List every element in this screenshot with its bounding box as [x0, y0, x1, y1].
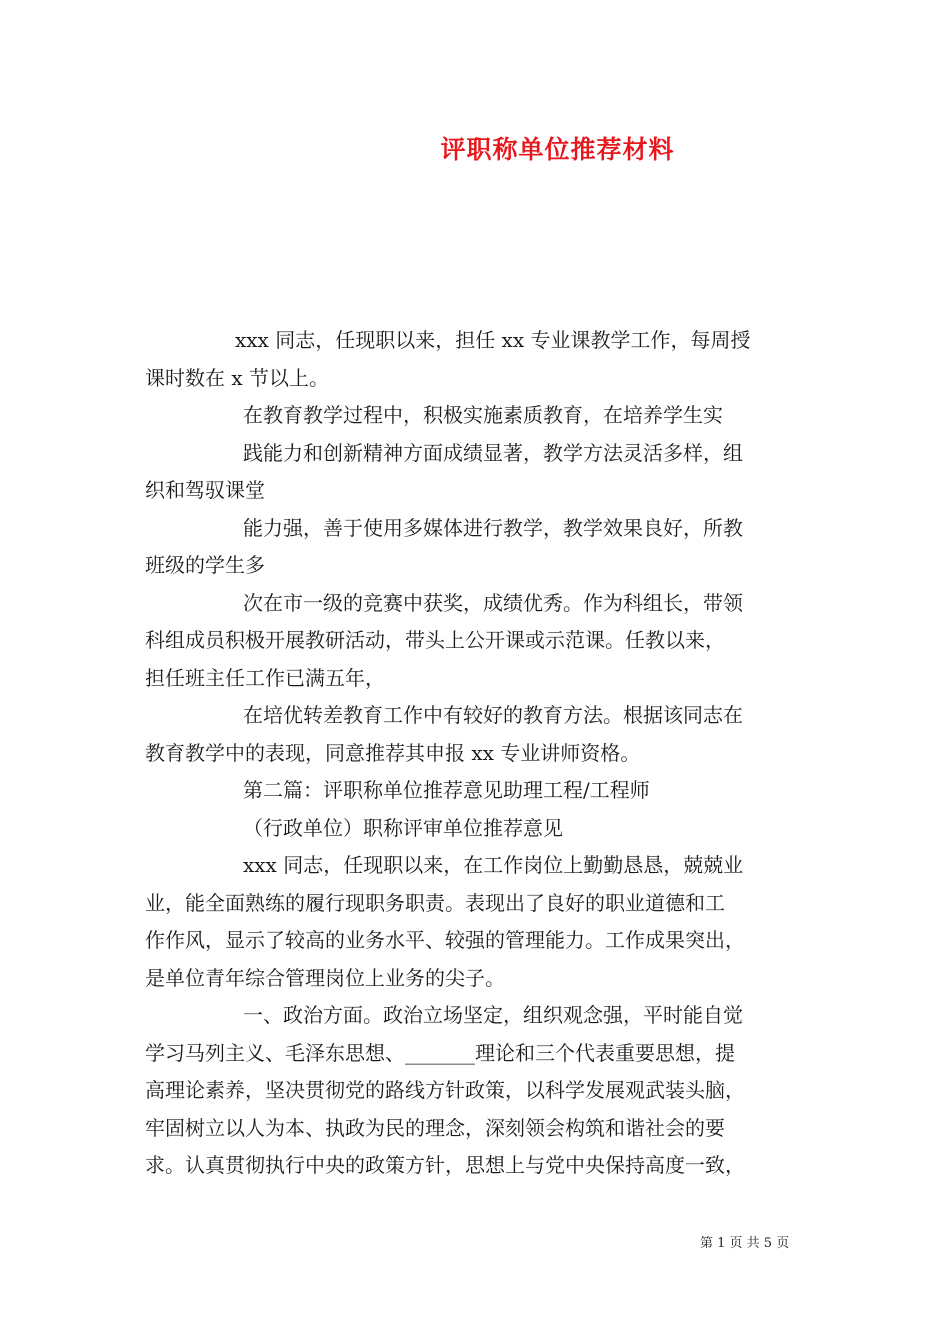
paragraph-line: 在培优转差教育工作中有较好的教育方法。根据该同志在: [243, 703, 743, 727]
section-heading: 第二篇：评职称单位推荐意见助理工程/工程师: [243, 778, 650, 802]
paragraph-line: 课时数在 x 节以上。: [145, 365, 329, 390]
document-title: 评职称单位推荐材料: [440, 135, 675, 164]
document-body: [145, 322, 825, 1185]
paragraph-line: 是单位青年综合管理岗位上业务的尖子。: [145, 965, 505, 990]
section-subheading: （行政单位）职称评审单位推荐意见: [243, 815, 563, 840]
paragraph-line: 践能力和创新精神方面成绩显著，教学方法灵活多样，组: [243, 440, 743, 465]
paragraph-line: xxx 同志，任现职以来，担任 xx 专业课教学工作，每周授: [235, 328, 751, 352]
paragraph-line: 作作风，显示了较高的业务水平、较强的管理能力。工作成果突出，: [145, 928, 745, 952]
paragraph-line: 教育教学中的表现，同意推荐其申报 xx 专业讲师资格。: [145, 740, 641, 765]
paragraph-line: 科组成员积极开展教研活动，带头上公开课或示范课。任教以来，: [145, 628, 725, 652]
paragraph-line: 在教育教学过程中，积极实施素质教育，在培养学生实: [243, 403, 723, 427]
paragraph-line: 次在市一级的竞赛中获奖，成绩优秀。作为科组长，带领: [243, 590, 743, 615]
paragraph-line: 织和驾驭课堂: [145, 478, 265, 502]
paragraph-line: 高理论素养，坚决贯彻党的路线方针政策，以科学发展观武装头脑，: [145, 1078, 745, 1102]
paragraph-line: xxx 同志，任现职以来，在工作岗位上勤勤恳恳，兢兢业: [243, 853, 744, 877]
paragraph-line: 担任班主任工作已满五年，: [145, 665, 385, 690]
paragraph-line: 求。认真贯彻执行中央的政策方针，思想上与党中央保持高度一致，: [145, 1153, 745, 1177]
paragraph-line: 牢固树立以人为本、执政为民的理念，深刻领会构筑和谐社会的要: [145, 1115, 725, 1140]
paragraph-line: 一、政治方面。政治立场坚定，组织观念强，平时能自觉: [243, 1003, 743, 1027]
paragraph-line: 能力强，善于使用多媒体进行教学，教学效果良好，所教: [243, 515, 743, 540]
paragraph-line: 业，能全面熟练的履行现职务职责。表现出了良好的职业道德和工: [145, 890, 725, 915]
page-number-footer: 第 1 页 共 5 页: [700, 1236, 790, 1251]
paragraph-line: 班级的学生多: [145, 553, 265, 577]
paragraph-line: 学习马列主义、毛泽东思想、_______理论和三个代表重要思想，提: [145, 1040, 735, 1065]
